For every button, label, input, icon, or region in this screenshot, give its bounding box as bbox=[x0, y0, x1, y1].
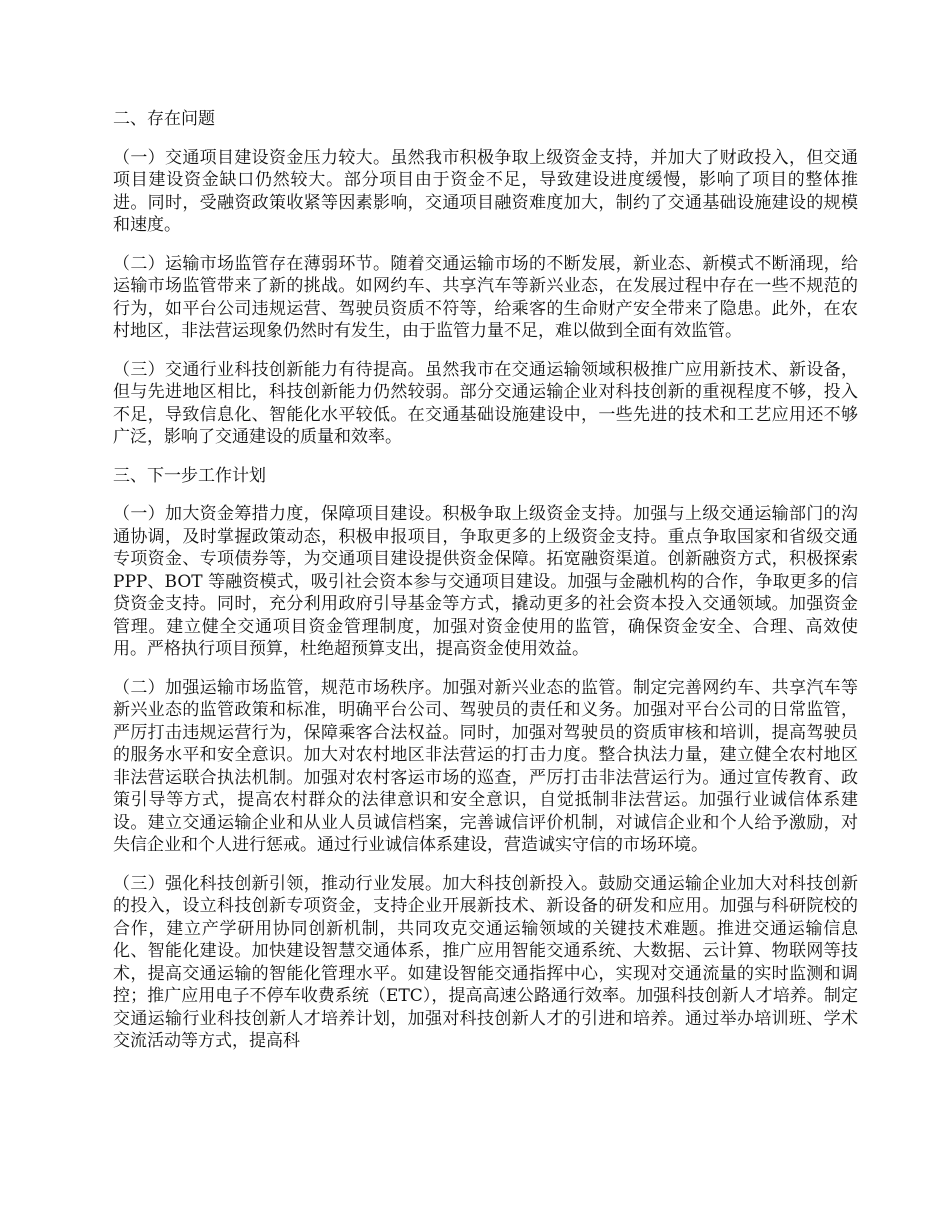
document-page bbox=[113, 108, 858, 1069]
section-heading-problems: 二、存在问题 bbox=[113, 109, 215, 129]
paragraph-plan-funding: （一）加大资金筹措力度，保障项目建设。积极争取上级资金支持。加强与上级交通运输部门的沟通协调，及时掌握政策动态，积极申报项目，争取更多的上级资金支持。重点争取国家和省级交通专项资金、专项债券等，为交通项目建设提供资金保障。拓宽融资渠道。创新融资方式，积极探索 PPP、BOT 等融资模式，吸引社会资本参与交通项目建设。加强与金融机构的合作，争取更多的信贷资金支持。同时，充分利用政府引导基金等方式，撬动更多的社会资本投入交通领域。加强资金管理。建立健全交通项目资金管理制度，加强对资金使用的监管，确保资金安全、合理、高效使用。严格执行项目预算，杜绝超预算支出，提高资金使用效益。 bbox=[113, 504, 858, 659]
section-heading-next-plan: 三、下一步工作计划 bbox=[113, 465, 266, 486]
paragraph-tech-innovation: （三）交通行业科技创新能力有待提高。虽然我市在交通运输领域积极推广应用新技术、新设备，但与先进地区相比，科技创新能力仍然较弱。部分交通运输企业对科技创新的重视程度不够，投入不足，导致信息化、智能化水平较低。在交通基础设施建设中，一些先进的技术和工艺应用还不够广泛，影响了交通建设的质量和效率。 bbox=[113, 359, 858, 447]
paragraph-plan-innovation: （三）强化科技创新引领，推动行业发展。加大科技创新投入。鼓励交通运输企业加大对科技创新的投入，设立科技创新专项资金，支持企业开展新技术、新设备的研发和应用。加强与科研院校的合作，建立产学研用协同创新机制，共同攻克交通运输领域的关键技术难题。推进交通运输信息化、智能化建设。加快建设智慧交通体系，推广应用智能交通系统、大数据、云计算、物联网等技术，提高交通运输的智能化管理水平。如建设智能交通指挥中心，实现对交通流量的实时监测和调控；推广应用电子不停车收费系统（ETC），提高高速公路通行效率。加强科技创新人才培养。制定交通运输行业科技创新人才培养计划，加强对科技创新人才的引进和培养。通过举办培训班、学术交流活动等方式，提高科 bbox=[113, 873, 858, 1051]
paragraph-market-supervision: （二）运输市场监管存在薄弱环节。随着交通运输市场的不断发展，新业态、新模式不断涌现，给运输市场监管带来了新的挑战。如网约车、共享汽车等新兴业态，在发展过程中存在一些不规范的行为，如平台公司违规运营、驾驶员资质不符等，给乘客的生命财产安全带来了隐患。此外，在农村地区，非法营运现象仍然时有发生，由于监管力量不足，难以做到全面有效监管。 bbox=[113, 253, 858, 341]
paragraph-funding-pressure: （一）交通项目建设资金压力较大。虽然我市积极争取上级资金支持，并加大了财政投入，但交通项目建设资金缺口仍然较大。部分项目由于资金不足，导致建设进度缓慢，影响了项目的整体推进。同时，受融资政策收紧等因素影响，交通项目融资难度加大，制约了交通基础设施建设的规模和速度。 bbox=[113, 147, 858, 235]
paragraph-plan-supervision: （二）加强运输市场监管，规范市场秩序。加强对新兴业态的监管。制定完善网约车、共享汽车等新兴业态的监管政策和标准，明确平台公司、驾驶员的责任和义务。加强对平台公司的日常监管，严厉打击违规运营行为，保障乘客合法权益。同时，加强对驾驶员的资质审核和培训，提高驾驶员的服务水平和安全意识。加大对农村地区非法营运的打击力度。整合执法力量，建立健全农村地区非法营运联合执法机制。加强对农村客运市场的巡查，严厉打击非法营运行为。通过宣传教育、政策引导等方式，提高农村群众的法律意识和安全意识，自觉抵制非法营运。加强行业诚信体系建设。建立交通运输企业和从业人员诚信档案，完善诚信评价机制，对诚信企业和个人给予激励，对失信企业和个人进行惩戒。通过行业诚信体系建设，营造诚实守信的市场环境。 bbox=[113, 677, 858, 855]
